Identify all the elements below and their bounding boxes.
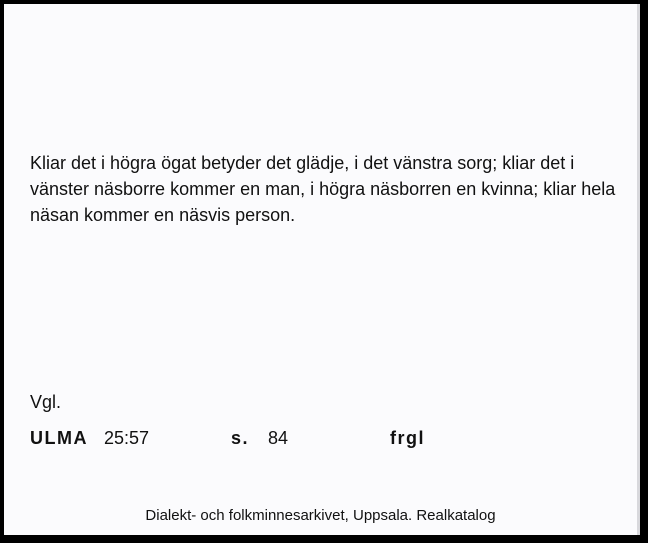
page-label: s. — [231, 428, 250, 448]
card-main-text: Kliar det i högra ögat betyder det glädje, i det vänstra sorg; kliar det i vänster näsborre kommer en man, i högra näsborren en kvinna; kliar hela näsan kommer en näsvis person. — [30, 153, 616, 225]
category-code: frgl — [390, 428, 425, 448]
reference-row — [4, 428, 637, 454]
card-footer: Dialekt- och folkminnesarkivet, Uppsala. Realkatalog — [145, 507, 496, 524]
vgl-label: Vgl. — [30, 392, 62, 412]
archive-label: ULMA — [30, 428, 88, 448]
scan-edge-mark — [304, 4, 306, 8]
page-number: 84 — [268, 428, 289, 448]
catalog-card — [4, 4, 640, 535]
archive-number: 25:57 — [104, 428, 150, 448]
